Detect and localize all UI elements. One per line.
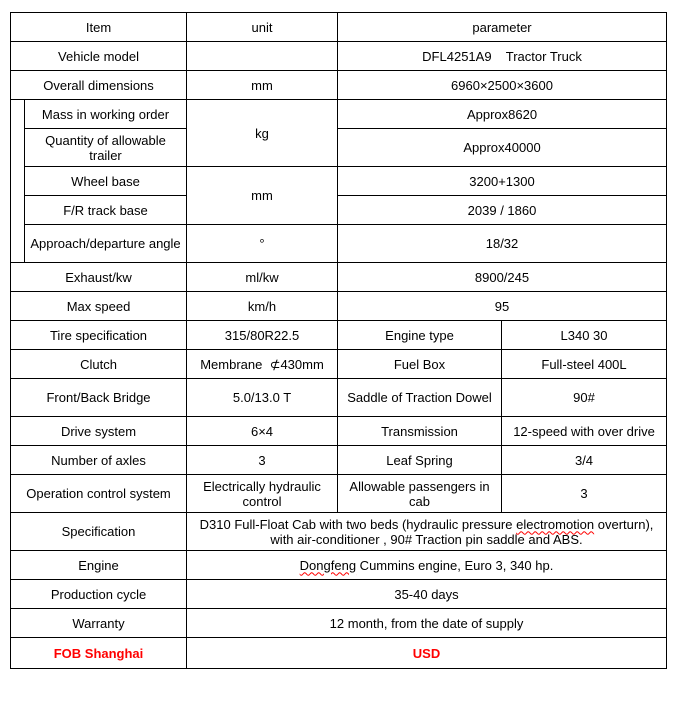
saddle-label: Saddle of Traction Dowel <box>338 379 502 417</box>
exhaust-unit: ml/kw <box>187 263 338 292</box>
production-cycle-label: Production cycle <box>11 580 187 609</box>
engine-label: Engine <box>11 551 187 580</box>
table-row <box>11 551 667 580</box>
transmission-label: Transmission <box>338 417 502 446</box>
bridge-value: 5.0/13.0 T <box>187 379 338 417</box>
table-row <box>11 446 667 475</box>
table-row <box>11 292 667 321</box>
clutch-value: Membrane ⊄430mm <box>187 350 338 379</box>
max-speed-unit: km/h <box>187 292 338 321</box>
axles-value: 3 <box>187 446 338 475</box>
spec-table <box>10 12 667 669</box>
passengers-label: Allowable passengers in cab <box>338 475 502 513</box>
header-unit: unit <box>187 13 338 42</box>
trailer-value: Approx40000 <box>338 129 667 167</box>
table-row <box>11 42 667 71</box>
currency-value: USD <box>187 638 667 669</box>
approach-label: Approach/departure angle <box>25 225 187 263</box>
control-value: Electrically hydraulic control <box>187 475 338 513</box>
track-base-label: F/R track base <box>25 196 187 225</box>
wheel-base-label: Wheel base <box>25 167 187 196</box>
production-cycle-value: 35-40 days <box>187 580 667 609</box>
specification-value <box>187 513 667 551</box>
track-base-value: 2039 / 1860 <box>338 196 667 225</box>
tire-label: Tire specification <box>11 321 187 350</box>
clutch-label: Clutch <box>11 350 187 379</box>
header-row <box>11 13 667 42</box>
transmission-value: 12-speed with over drive <box>502 417 667 446</box>
wheel-base-value: 3200+1300 <box>338 167 667 196</box>
engine-type-value: L340 30 <box>502 321 667 350</box>
warranty-label: Warranty <box>11 609 187 638</box>
drive-value: 6×4 <box>187 417 338 446</box>
table-row <box>11 263 667 292</box>
saddle-value: 90# <box>502 379 667 417</box>
approach-unit: ° <box>187 225 338 263</box>
overall-dimensions-unit: mm <box>187 71 338 100</box>
group-gutter <box>11 100 25 263</box>
exhaust-value: 8900/245 <box>338 263 667 292</box>
table-row <box>11 100 667 129</box>
table-row <box>11 417 667 446</box>
fuel-box-value: Full-steel 400L <box>502 350 667 379</box>
table-row <box>11 196 667 225</box>
fuel-box-label: Fuel Box <box>338 350 502 379</box>
engine-value <box>187 551 667 580</box>
table-row <box>11 609 667 638</box>
drive-label: Drive system <box>11 417 187 446</box>
table-row <box>11 580 667 609</box>
footer-row <box>11 638 667 669</box>
trailer-label: Quantity of allowable trailer <box>25 129 187 167</box>
specification-text-c: overturn), with air-conditioner , 90# Traction pin saddle and ABS. <box>270 516 654 547</box>
table-row <box>11 225 667 263</box>
table-row <box>11 513 667 551</box>
approach-value: 18/32 <box>338 225 667 263</box>
passengers-value: 3 <box>502 475 667 513</box>
vehicle-model-unit <box>187 42 338 71</box>
overall-dimensions-value: 6960×2500×3600 <box>338 71 667 100</box>
table-row <box>11 475 667 513</box>
table-row <box>11 71 667 100</box>
specification-text-b: electromotion <box>516 516 595 532</box>
header-item: Item <box>11 13 187 42</box>
max-speed-label: Max speed <box>11 292 187 321</box>
lengths-unit: mm <box>187 167 338 225</box>
axles-label: Number of axles <box>11 446 187 475</box>
engine-type-label: Engine type <box>338 321 502 350</box>
mass-label: Mass in working order <box>25 100 187 129</box>
overall-dimensions-label: Overall dimensions <box>11 71 187 100</box>
mass-value: Approx8620 <box>338 100 667 129</box>
table-row <box>11 129 667 167</box>
control-label: Operation control system <box>11 475 187 513</box>
table-row <box>11 167 667 196</box>
warranty-value: 12 month, from the date of supply <box>187 609 667 638</box>
fob-shanghai-label: FOB Shanghai <box>11 638 187 669</box>
vehicle-model-label: Vehicle model <box>11 42 187 71</box>
table-row <box>11 350 667 379</box>
header-parameter: parameter <box>338 13 667 42</box>
bridge-label: Front/Back Bridge <box>11 379 187 417</box>
table-row <box>11 321 667 350</box>
weights-unit: kg <box>187 100 338 167</box>
specification-label: Specification <box>11 513 187 551</box>
engine-value-a: Dongfeng <box>299 557 357 573</box>
specification-text-a: D310 Full-Float Cab with two beds (hydraulic pressure <box>199 516 517 532</box>
vehicle-model-value: DFL4251A9 Tractor Truck <box>338 42 667 71</box>
tire-value: 315/80R22.5 <box>187 321 338 350</box>
exhaust-label: Exhaust/kw <box>11 263 187 292</box>
engine-value-b: Cummins engine, Euro 3, 340 hp. <box>356 557 554 573</box>
max-speed-value: 95 <box>338 292 667 321</box>
leaf-spring-value: 3/4 <box>502 446 667 475</box>
leaf-spring-label: Leaf Spring <box>338 446 502 475</box>
table-row <box>11 379 667 417</box>
